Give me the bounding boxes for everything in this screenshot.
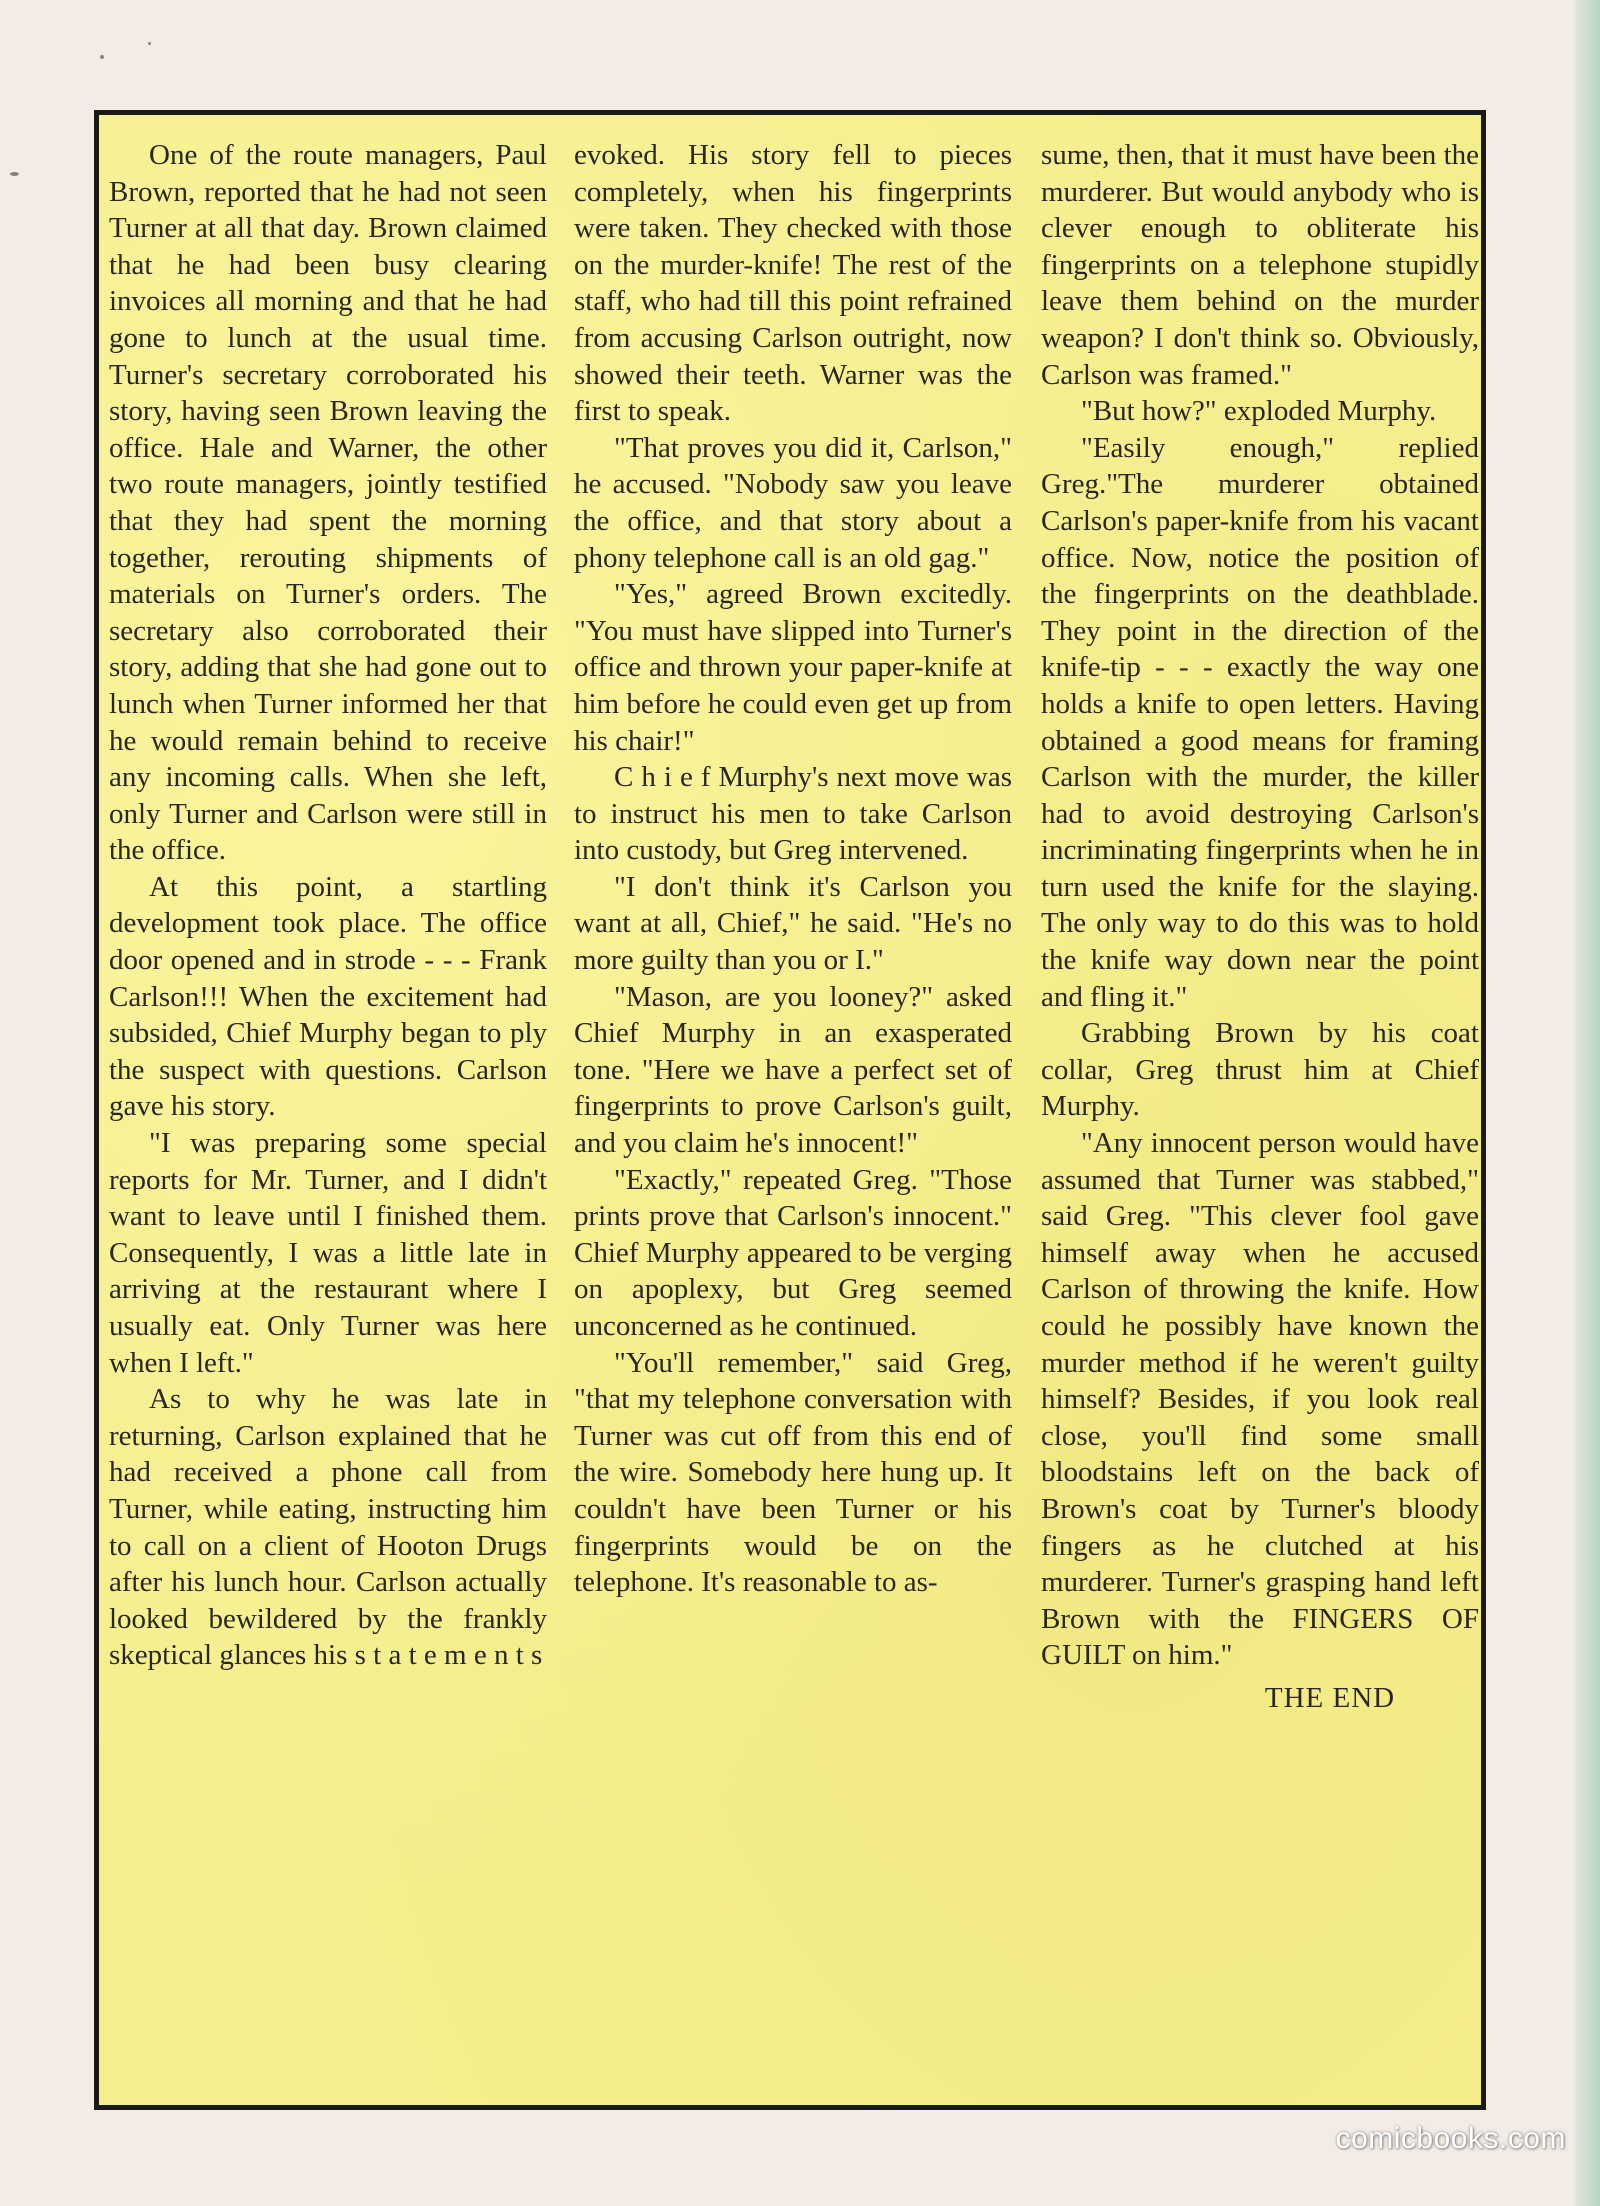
paper-speck: [10, 172, 19, 176]
paragraph: "I was preparing some special reports for Mr. Turner, and I didn't want to leave until I finished them. Consequently, I was a little late in arriving at the restaurant where I usually eat. Only Turner was here when I left.": [109, 1127, 547, 1379]
paragraph: sume, then, that it must have been the murderer. But would anybody who is clever enough to obliterate his fingerprints on a telephone stupidly leave them behind on the murder weapon? I don't think so. Obviously, Carlson was framed.": [1041, 139, 1479, 391]
paper-speck: [100, 55, 104, 59]
the-end-label: THE END: [1264, 1681, 1396, 1714]
paragraph: "Easily enough," replied Greg."The murderer obtained Carlson's paper-knife from his vacant office. Now, notice the position of the fingerprints on the deathblade. They point in the direction of the knife-tip - - - exactly the way one holds a knife to open letters. Having obtained a good means for framing Carlson with the murder, the killer had to avoid destroying Carlson's incriminating fingerprints when he in turn used the knife for the slaying. The only way to do this was to hold the knife way down near the point and fling it.": [1041, 431, 1479, 1013]
paragraph: "Yes," agreed Brown excitedly. "You must have slipped into Turner's office and thrown your paper-knife at him before he could even get up from his chair!": [574, 578, 1012, 757]
watermark-text: comicbooks.com: [1335, 2122, 1566, 2155]
text-column-2: [574, 137, 1012, 2099]
paragraph: evoked. His story fell to pieces completely, when his fingerprints were taken. They checked with those on the murder-knife! The rest of the staff, who had till this point refrained from accusing Carlson outright, now showed their teeth. Warner was the first to speak.: [574, 139, 1012, 428]
paragraph: One of the route managers, Paul Brown, reported that he had not seen Turner at all that day. Brown claimed that he had been busy clearing invoices all morning and that he had gone to lunch at the usual time. Turner's secretary corroborated his story, having seen Brown leaving the office. Hale and Warner, the other two route managers, jointly testified that they had spent the morning together, rerouting shipments of materials on Turner's orders. The secretary also corroborated their story, adding that she had gone out to lunch when Turner informed her that he would remain behind to receive any incoming calls. When she left, only Turner and Carlson were still in the office.: [109, 139, 547, 867]
paragraph: C h i e f Murphy's next move was to instruct his men to take Carlson into custody, but Greg intervened.: [574, 761, 1012, 867]
paragraph: "Exactly," repeated Greg. "Those prints prove that Carlson's innocent." Chief Murphy appeared to be verging on apoplexy, but Greg seemed unconcerned as he continued.: [574, 1163, 1012, 1342]
text-column-3: [1041, 137, 1479, 2099]
paragraph: Grabbing Brown by his coat collar, Greg thrust him at Chief Murphy.: [1041, 1017, 1479, 1123]
paper-speck: [148, 42, 151, 45]
text-column-1: [109, 137, 547, 2099]
paragraph: "Any innocent person would have assumed that Turner was stabbed," said Greg. "This clever fool gave himself away when he accused Carlson of throwing the knife. How could he possibly have known the murder method if he weren't guilty himself? Besides, if you look real close, you'll find some small bloodstains left on the back of Brown's coat by Turner's bloody fingers as he clutched at his murderer. Turner's grasping hand left Brown with the FINGERS OF GUILT on him.": [1041, 1127, 1479, 1672]
story-text-panel: [94, 110, 1486, 2110]
page-edge: [1574, 0, 1600, 2206]
paragraph: "That proves you did it, Carlson," he accused. "Nobody saw you leave the office, and that story about a phony telephone call is an old gag.": [574, 431, 1012, 574]
paragraph: "I don't think it's Carlson you want at all, Chief," he said. "He's no more guilty than you or I.": [574, 870, 1012, 977]
paragraph: "But how?" exploded Murphy.: [1081, 395, 1437, 428]
paragraph: As to why he was late in returning, Carlson explained that he had received a phone call from Turner, while eating, instructing him to call on a client of Hooton Drugs after his lunch hour. Carlson actually looked bewildered by the frankly skeptical glances his s t a t e m e n t s: [109, 1383, 547, 1672]
paragraph: "Mason, are you looney?" asked Chief Murphy in an exasperated tone. "Here we have a perfect set of fingerprints to prove Carlson's guilt, and you claim he's innocent!": [574, 980, 1012, 1160]
paragraph: At this point, a startling development took place. The office door opened and in strode - - - Frank Carlson!!! When the excitement had subsided, Chief Murphy began to ply the suspect with questions. Carlson gave his story.: [109, 870, 547, 1123]
paragraph: "You'll remember," said Greg, "that my telephone conversation with Turner was cut off from this end of the wire. Somebody here hung up. It couldn't have been Turner or his fingerprints would be on the telephone. It's reasonable to as-: [574, 1346, 1012, 1599]
